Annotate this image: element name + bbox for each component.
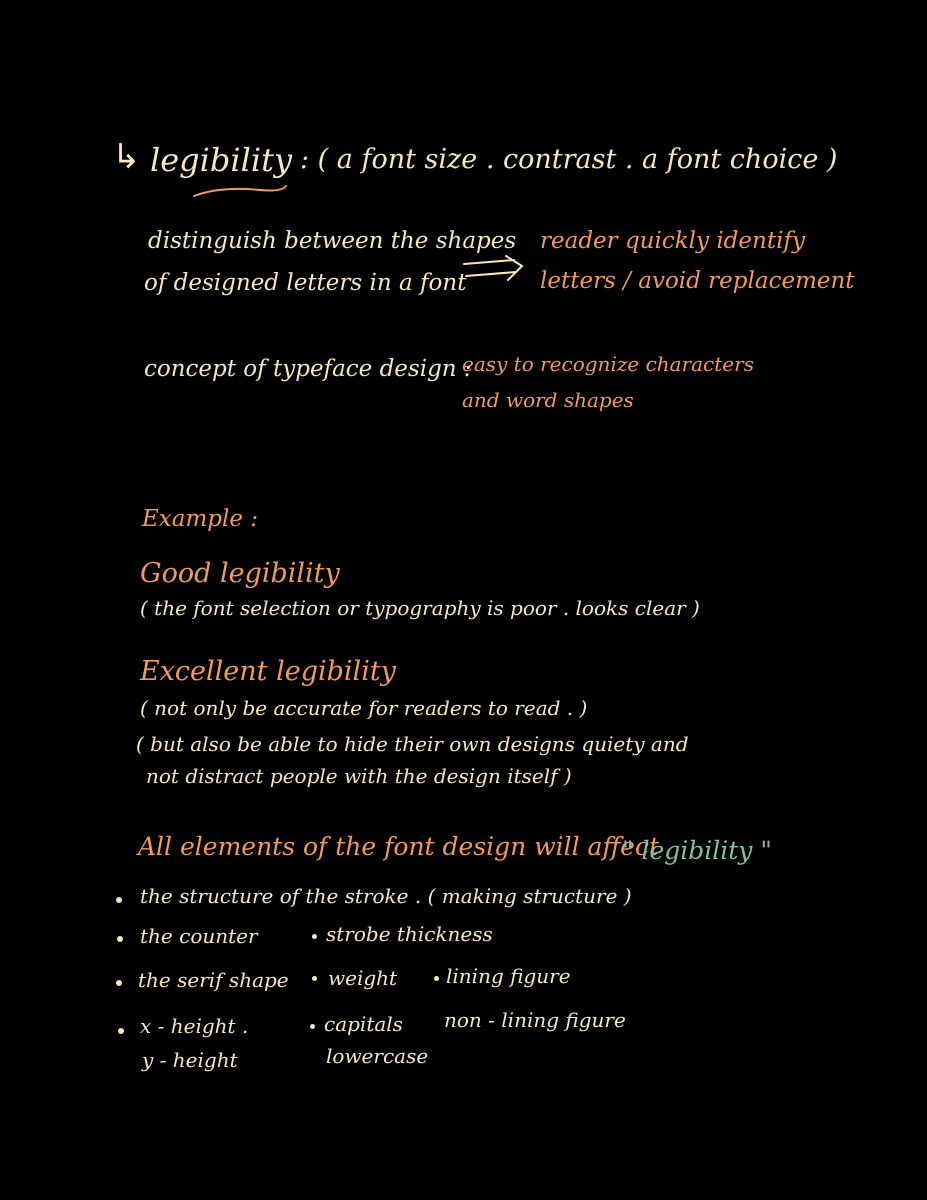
element-x-height: x - height . xyxy=(140,1014,249,1038)
good-legibility-title: Good legibility xyxy=(140,558,340,589)
element-stroke-structure: the structure of the stroke . ( making structure ) xyxy=(140,884,632,908)
title-underline-swoosh xyxy=(190,182,290,202)
good-legibility-description: ( the font selection or typography is poor . looks clear ) xyxy=(140,596,700,620)
concept-value-line-2: and word shapes xyxy=(462,388,634,412)
title-term: legibility xyxy=(150,141,293,179)
implies-arrow-icon xyxy=(462,254,526,284)
title-arrow: ↳ xyxy=(112,137,141,177)
definition-result-line-1: reader quickly identify xyxy=(540,228,805,254)
element-counter: the counter xyxy=(140,924,258,948)
example-heading: Example : xyxy=(142,506,259,532)
concept-label: concept of typeface design : xyxy=(144,356,472,382)
element-y-height: y - height xyxy=(142,1048,238,1072)
bullet-point-icon xyxy=(118,1028,124,1034)
title-definition: : ( a font size . contrast . a font choice ) xyxy=(300,144,838,175)
bullet-point-icon xyxy=(116,897,122,903)
excellent-legibility-title: Excellent legibility xyxy=(140,656,396,687)
bullet-point-icon xyxy=(117,936,123,942)
element-weight: weight xyxy=(328,966,398,990)
definition-result-line-2: letters / avoid replacement xyxy=(540,268,855,294)
excellent-legibility-description-1: ( not only be accurate for readers to read . ) xyxy=(140,696,588,720)
bullet-point-icon xyxy=(116,980,122,986)
bullet-point-icon xyxy=(310,1024,315,1029)
elements-highlight-legibility: " legibility " xyxy=(622,836,772,865)
definition-line-1: distinguish between the shapes xyxy=(148,228,517,254)
element-capitals: capitals xyxy=(324,1012,403,1036)
concept-value-line-1: easy to recognize characters xyxy=(462,352,754,376)
excellent-legibility-description-2: ( but also be able to hide their own designs quiety and xyxy=(136,732,689,756)
excellent-legibility-description-3: not distract people with the design itself ) xyxy=(146,764,572,788)
element-lining-figure: lining figure xyxy=(446,964,571,988)
definition-line-2: of designed letters in a font xyxy=(144,270,467,296)
element-serif-shape: the serif shape xyxy=(138,968,289,992)
element-lowercase: lowercase xyxy=(326,1044,429,1068)
elements-heading: All elements of the font design will affect xyxy=(138,832,660,861)
bullet-point-icon xyxy=(434,976,439,981)
bullet-point-icon xyxy=(312,934,317,939)
element-stroke-thickness: strobe thickness xyxy=(326,922,493,946)
bullet-point-icon xyxy=(312,976,317,981)
element-non-lining-figure: non - lining figure xyxy=(444,1008,626,1032)
